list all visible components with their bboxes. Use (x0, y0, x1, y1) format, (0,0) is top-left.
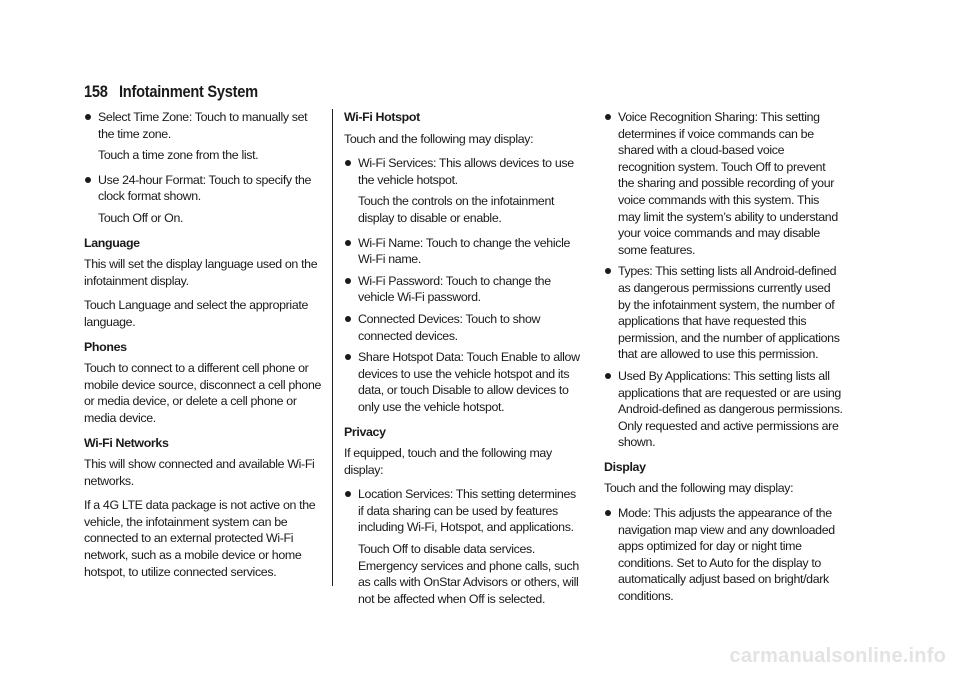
watermark: carmanualsonline.info (729, 645, 946, 667)
sub-paragraph: Touch Off to disable data services. Emergency services and phone calls, such as calls with OnStar Advisors or others, will not be affected when Off is selected. (358, 542, 579, 606)
bullet-wifi-services (344, 155, 584, 188)
bullet-icon (345, 278, 351, 284)
paragraph: This will show connected and available Wi-Fi networks. (84, 457, 315, 488)
bullet-icon (605, 510, 611, 516)
bullet-icon (605, 114, 611, 120)
bullet-share-hotspot-data (344, 349, 584, 415)
sub-paragraph: Touch Off or On. (98, 210, 184, 225)
bullet-select-time-zone (84, 109, 324, 142)
bullet-text: Wi-Fi Password: Touch to change the vehicle Wi-Fi password. (358, 273, 551, 305)
heading-privacy: Privacy (344, 424, 386, 439)
bullet-text: Wi-Fi Name: Touch to change the vehicle Wi-Fi name. (358, 235, 571, 267)
bullet-24-hour-format (84, 172, 324, 205)
bullet-text: Mode: This adjusts the appearance of the navigation map view and any downloaded apps optimized for day or night time conditions. Set to Auto for the display to automatically adjust based on bright/dark conditions. (618, 506, 835, 604)
paragraph: Touch to connect to a different cell phone or mobile device source, disconnect a cell phone or media device, or delete a cell phone or media device. (84, 361, 322, 425)
bullet-wifi-password (344, 273, 584, 306)
bullet-mode (604, 505, 844, 605)
bullet-text: Location Services: This setting determines if data sharing can be used by features including Wi-Fi, Hotspot, and applications. (358, 487, 576, 535)
page-header (84, 82, 281, 106)
bullet-connected-devices (344, 311, 584, 344)
page-number: 158 (84, 82, 108, 101)
bullet-icon (345, 354, 351, 360)
column-divider (332, 109, 333, 586)
bullet-text: Used By Applications: This setting lists all applications that are requested or are using Android-defined as dangerous permissions. Only requested and active permissions are shown. (618, 368, 843, 450)
bullet-used-by-applications (604, 368, 844, 451)
bullet-icon (85, 114, 91, 120)
bullet-text: Connected Devices: Touch to show connected devices. (358, 311, 541, 343)
bullet-icon (605, 268, 611, 274)
bullet-icon (345, 160, 351, 166)
bullet-text: Share Hotspot Data: Touch Enable to allow devices to use the vehicle hotspot and its data, or touch Disable to allow devices to only use the vehicle hotspot. (358, 350, 580, 414)
bullet-voice-recognition-sharing (604, 109, 844, 258)
sub-paragraph: Touch a time zone from the list. (98, 148, 259, 163)
sub-paragraph: Touch the controls on the infotainment display to disable or enable. (358, 194, 555, 225)
bullet-icon (345, 491, 351, 497)
paragraph: This will set the display language used on the infotainment display. (84, 257, 318, 288)
section-title: Infotainment System (119, 82, 259, 101)
bullet-text: Types: This setting lists all Android-defined as dangerous permissions currently used by the infotainment system, the number of applications that have requested this permission, and the number of applications that are allowed to use this permission. (618, 264, 840, 362)
bullet-location-services (344, 486, 584, 536)
heading-display: Display (604, 459, 646, 474)
bullet-text: Wi-Fi Services: This allows devices to use the vehicle hotspot. (358, 156, 574, 187)
heading-wifi-hotspot: Wi-Fi Hotspot (344, 110, 420, 124)
heading-wifi-networks: Wi-Fi Networks (84, 435, 169, 450)
heading-phones: Phones (84, 339, 127, 354)
bullet-icon (345, 240, 351, 246)
paragraph: If equipped, touch and the following may display: (344, 446, 552, 477)
column-1 (84, 109, 324, 588)
bullet-types (604, 263, 844, 363)
bullet-icon (605, 373, 611, 379)
bullet-icon (85, 177, 91, 183)
column-3 (604, 109, 844, 610)
bullet-text: Select Time Zone: Touch to manually set the time zone. (98, 110, 308, 141)
bullet-wifi-name (344, 235, 584, 268)
column-2 (344, 109, 584, 615)
bullet-text: Use 24-hour Format: Touch to specify the clock format shown. (98, 172, 312, 204)
paragraph: Touch and the following may display: (604, 481, 794, 496)
bullet-text: Voice Recognition Sharing: This setting determines if voice commands can be shared with a cloud-based voice recognition system. Touch Off to prevent the sharing and possible recording of your voice commands with this system. This may limit the system’s ability to understand your voice commands and may disable some features. (618, 110, 838, 257)
heading-language: Language (84, 235, 140, 250)
paragraph: Touch and the following may display: (344, 131, 534, 146)
paragraph: Touch Language and select the appropriate language. (84, 298, 309, 329)
paragraph: If a 4G LTE data package is not active on the vehicle, the infotainment system can be connected to an external protected Wi-Fi network, such as a mobile device or home hotspot, to utilize connected services. (84, 498, 316, 579)
bullet-icon (345, 316, 351, 322)
